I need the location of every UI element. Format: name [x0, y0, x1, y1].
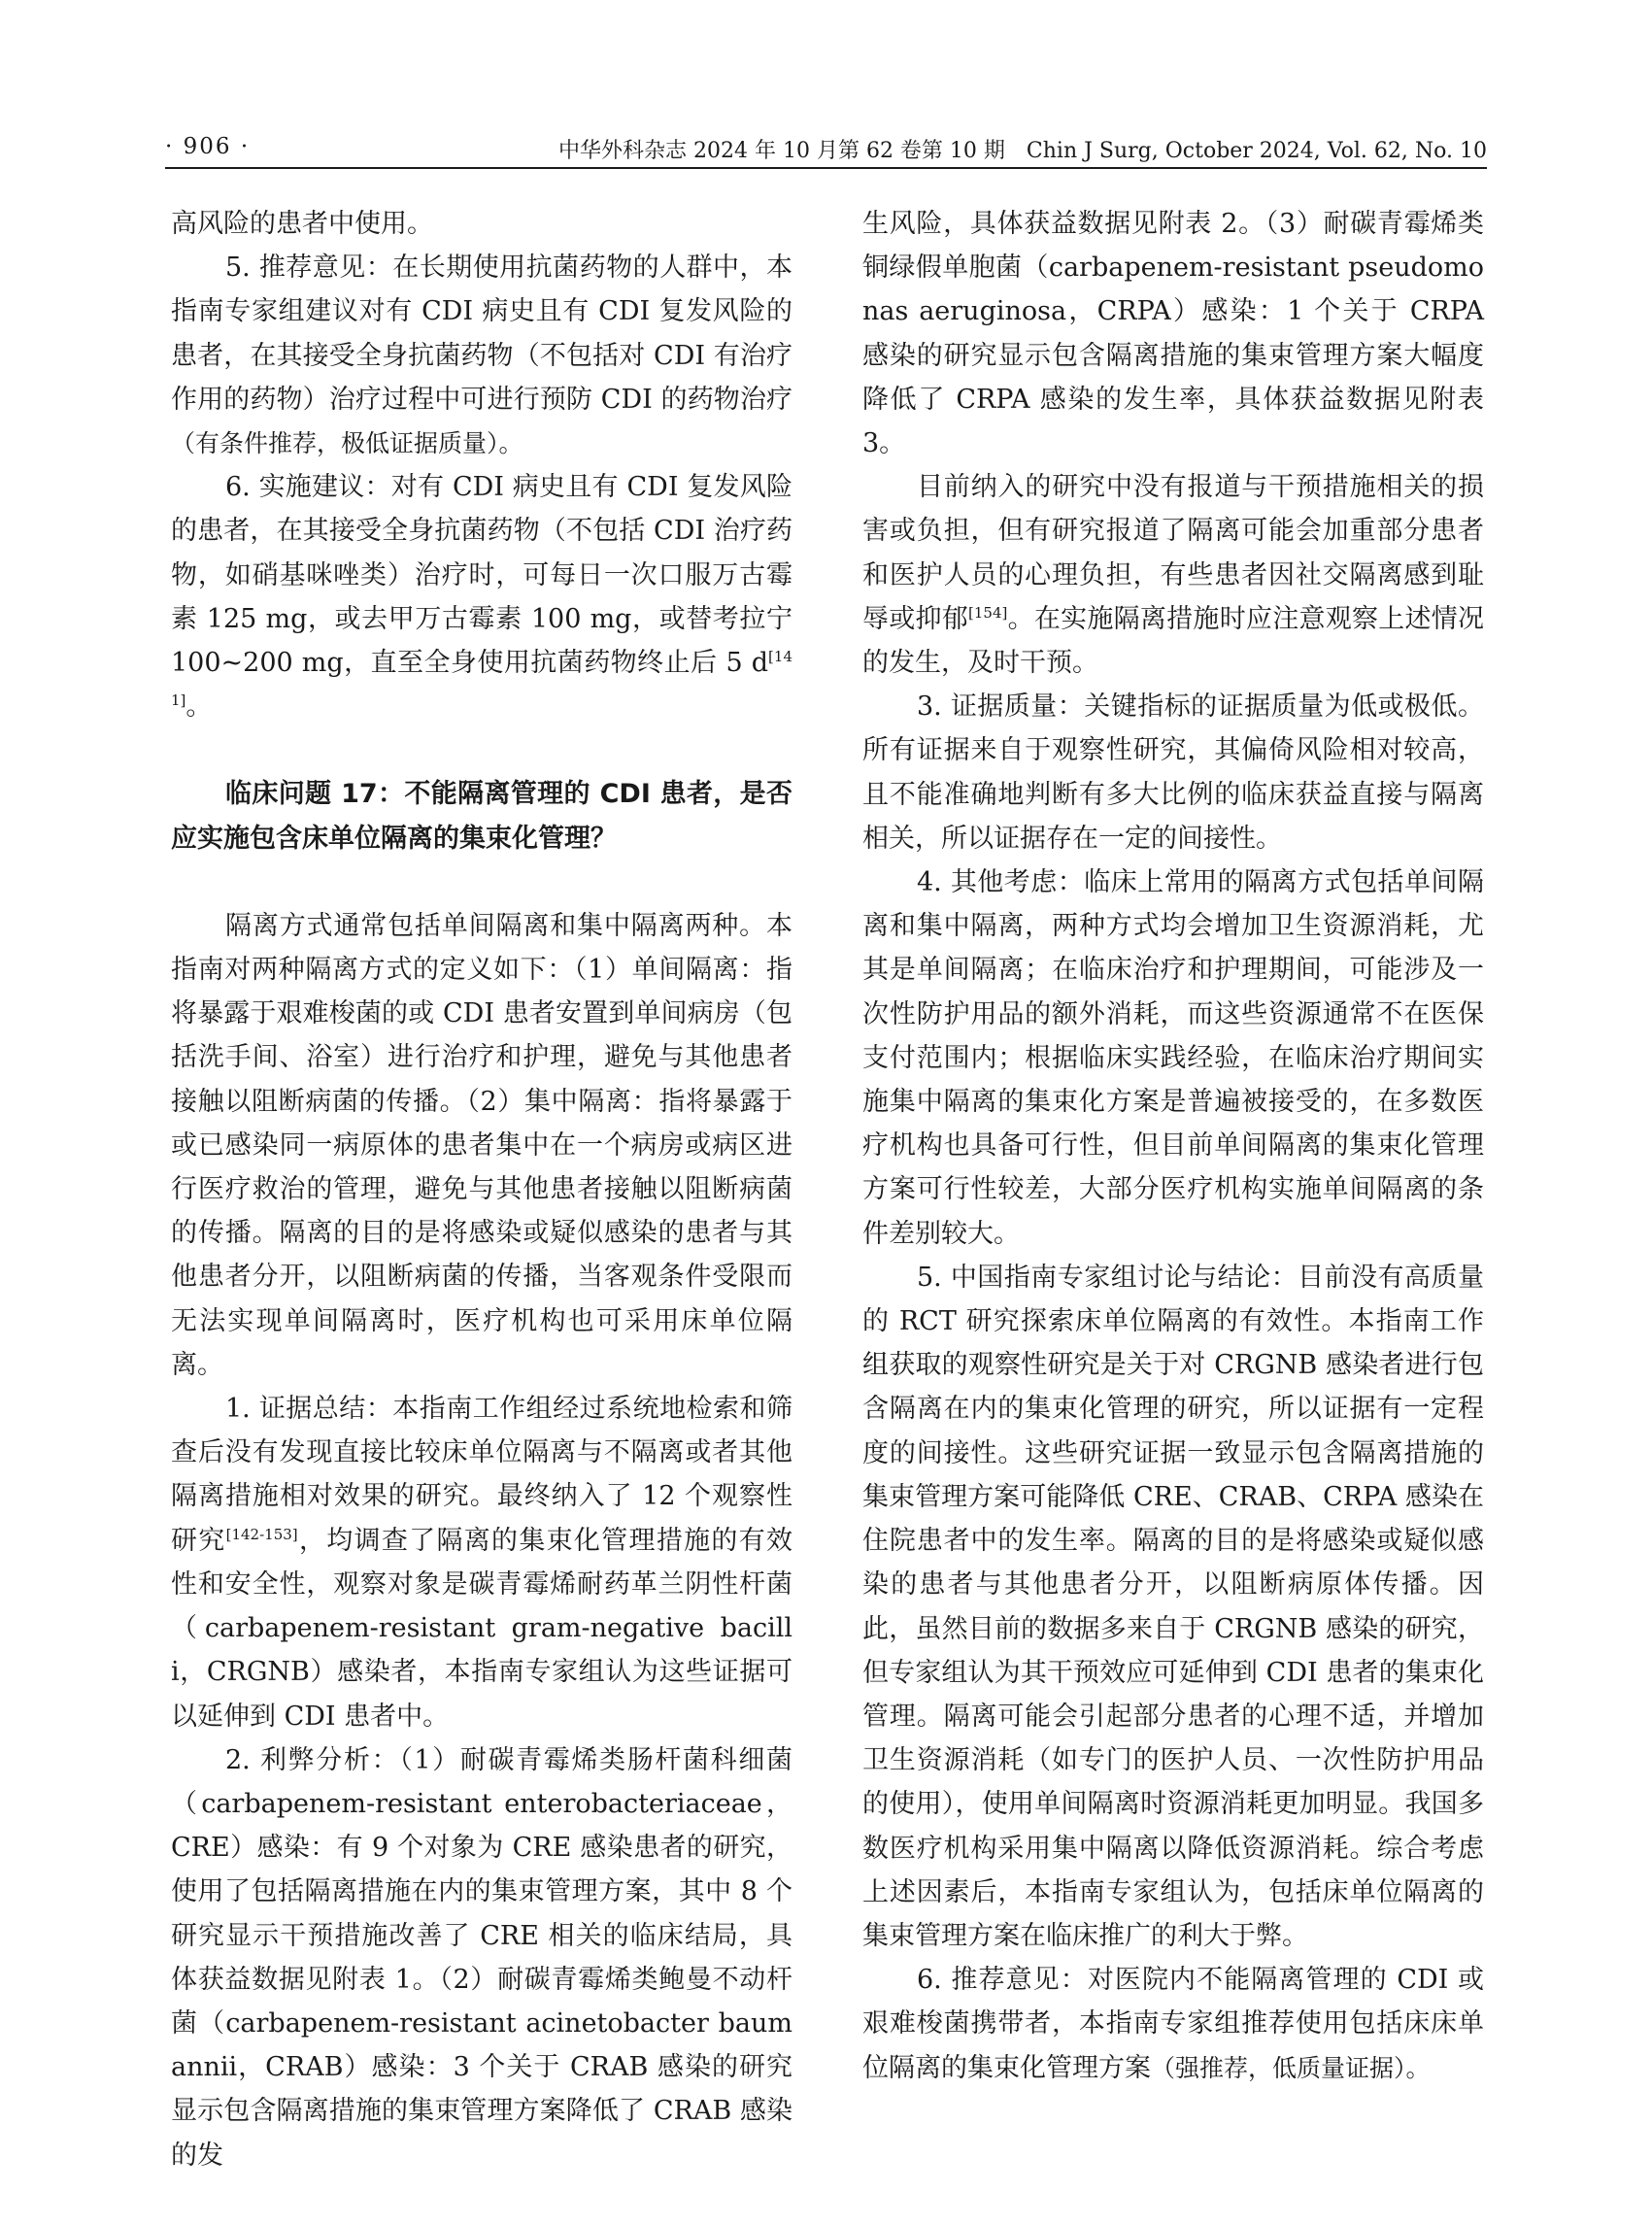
- other-considerations: [862, 860, 1484, 1256]
- right-column: [862, 202, 1484, 2090]
- paragraph-text: 5. 推荐意见：在长期使用抗菌药物的人群中，本指南专家组建议对有 CDI 病史且有 CDI 复发风险的患者，在其接受全身抗菌药物（不包括对 CDI 有治疗作用的药物）治疗过程中可进行预防 CDI 的药物治疗: [171, 253, 792, 415]
- journal-header: 中华外科杂志 2024 年 10 月第 62 卷第 10 期 Chin J Surg, October 2024, Vol. 62, No. 10: [558, 139, 1487, 163]
- paragraph-text: ，均调查了隔离的集束化管理措施的有效性和安全性，观察对象是碳青霉烯耐药革兰阴性杆菌（carbapenem-resistant gram-negative bacilli，CRGNB）感染者，本指南专家组认为这些证据可以延伸到 CDI 患者中。: [171, 1525, 793, 1732]
- recommendation-6: [862, 1958, 1484, 2090]
- citation: [154]: [968, 603, 1008, 622]
- paragraph: [862, 202, 1484, 465]
- section-heading: 临床问题 17：不能隔离管理的 CDI 患者，是否应实施包含床单位隔离的集束化管理？: [171, 779, 792, 854]
- paragraph-text: 2. 利弊分析：（1）耐碳青霉烯类肠杆菌科细菌（carbapenem-resistant enterobacteriaceae，CRE）感染：有 9 个对象为 CRE 感染患者的研究，使用了包括隔离措施在内的集束管理方案，其中 8 个研究显示干预措施改善了 CRE 相关的临床结局，具体获益数据见附表 1。（2）耐碳青霉烯类鲍曼不动杆菌（carbapenem-resistant acinetobacter baumannii，CRAB）感染：3 个关于 CRAB 感染的研究显示包含隔离措施的集束管理方案降低了 CRAB 感染的发: [171, 1744, 792, 2171]
- citation: [141]: [171, 648, 792, 710]
- paragraph-text: 5. 中国指南专家组讨论与结论：目前没有高质量的 RCT 研究探索床单位隔离的有效性。本指南工作组获取的观察性研究是关于对 CRGNB 感染者进行包含隔离在内的集束化管理的研究，所以证据有一定程度的间接性。这些研究证据一致显示包含隔离措施的集束管理方案可能降低 CRE、CRAB、CRPA 感染在住院患者中的发生率。隔离的目的是将感染或疑似感染的患者与其他患者分开，以阻断病原体传播。因此，虽然目前的数据多来自于 CRGNB 感染的研究，但专家组认为其干预效应可延伸到 CDI 患者的集束化管理。隔离可能会引起部分患者的心理不适，并增加卫生资源消耗（如专门的医护人员、一次性防护用品的使用），使用单间隔离时资源消耗更加明显。我国多数医疗机构采用集中隔离以降低资源消耗。综合考虑上述因素后，本指南专家组认为，包括床单位隔离的集束管理方案在临床推广的利大于弊。: [862, 1262, 1484, 1951]
- recommendation-5: [171, 246, 792, 465]
- page-number: · 906 ·: [165, 134, 251, 159]
- paragraph-text: 1. 证据总结：本指南工作组经过系统地检索和筛查后没有发现直接比较床单位隔离与不隔离或者其他隔离措施相对效果的研究。最终纳入了 12 个观察性研究: [171, 1394, 792, 1556]
- paragraph-text: 6. 推荐意见：对医院内不能隔离管理的 CDI 或艰难梭菌携带者，本指南专家组推荐使用包括床床单位隔离的集束化管理方案: [862, 1965, 1484, 2083]
- isolation-definition: [171, 904, 792, 1387]
- citation: [142-153]: [225, 1525, 298, 1543]
- panel-conclusion: [862, 1256, 1484, 1958]
- evidence-summary: [171, 1387, 792, 1738]
- header-rule: [165, 167, 1487, 169]
- paragraph-text: 目前纳入的研究中没有报道与干预措施相关的损害或负担，但有研究报道了隔离可能会加重部分患者和医护人员的心理负担，有些患者因社交隔离感到耻辱或抑郁: [862, 472, 1484, 634]
- paragraph-text: 隔离方式通常包括单间隔离和集中隔离两种。本指南对两种隔离方式的定义如下：（1）单间隔离：指将暴露于艰难梭菌的或 CDI 患者安置到单间病房（包括洗手间、浴室）进行治疗和护理，避免与其他患者接触以阻断病菌的传播。（2）集中隔离：指将暴露于或已感染同一病原体的患者集中在一个病房或病区进行医疗救治的管理，避免与其他患者接触以阻断病菌的传播。隔离的目的是将感染或疑似感染的患者与其他患者分开，以阻断病菌的传播，当客观条件受限而无法实现单间隔离时，医疗机构也可采用床单位隔离。: [171, 910, 792, 1380]
- paragraph-text: 。: [185, 691, 213, 723]
- evidence-quality: [862, 685, 1484, 860]
- paragraph-text: 6. 实施建议：对有 CDI 病史且有 CDI 复发风险的患者，在其接受全身抗菌药物（不包括 CDI 治疗药物，如硝基咪唑类）治疗时，可每日一次口服万古霉素 125 mg，或去甲万古霉素 100 mg，或替考拉宁 100~200 mg，直至全身使用抗菌药物终止后 5 d: [171, 472, 792, 679]
- paragraph-text: 生风险，具体获益数据见附表 2。（3）耐碳青霉烯类铜绿假单胞菌（carbapenem-resistant pseudomonas aeruginosa，CRPA）感染：1 个关于 CRPA 感染的研究显示包含隔离措施的集束管理方案大幅度降低了 CRPA 感染的发生率，具体获益数据见附表 3。: [862, 209, 1484, 459]
- recommendation-grade: （强推荐，低质量证据）。: [1151, 2053, 1431, 2082]
- implementation-6: [171, 465, 792, 728]
- recommendation-grade: （有条件推荐，极低证据质量）。: [171, 429, 523, 458]
- paragraph-text: 高风险的患者中使用。: [171, 209, 433, 239]
- paragraph: [862, 465, 1484, 685]
- benefit-risk: [171, 1738, 792, 2177]
- paragraph-text: 4. 其他考虑：临床上常用的隔离方式包括单间隔离和集中隔离，两种方式均会增加卫生资源消耗，尤其是单间隔离；在临床治疗和护理期间，可能涉及一次性防护用品的额外消耗，而这些资源通常不在医保支付范围内；根据临床实践经验，在临床治疗期间实施集中隔离的集束化方案是普遍被接受的，在多数医疗机构也具备可行性，但目前单间隔离的集束化管理方案可行性较差，大部分医疗机构实施单间隔离的条件差别较大。: [862, 867, 1484, 1249]
- paragraph-text: 3. 证据质量：关键指标的证据质量为低或极低。所有证据来自于观察性研究，其偏倚风险相对较高，且不能准确地判断有多大比例的临床获益直接与隔离相关，所以证据存在一定的间接性。: [862, 691, 1484, 854]
- paragraph-text: 。在实施隔离措施时应注意观察上述情况的发生，及时干预。: [862, 603, 1485, 679]
- paragraph: [171, 202, 792, 246]
- left-column: [171, 202, 792, 2177]
